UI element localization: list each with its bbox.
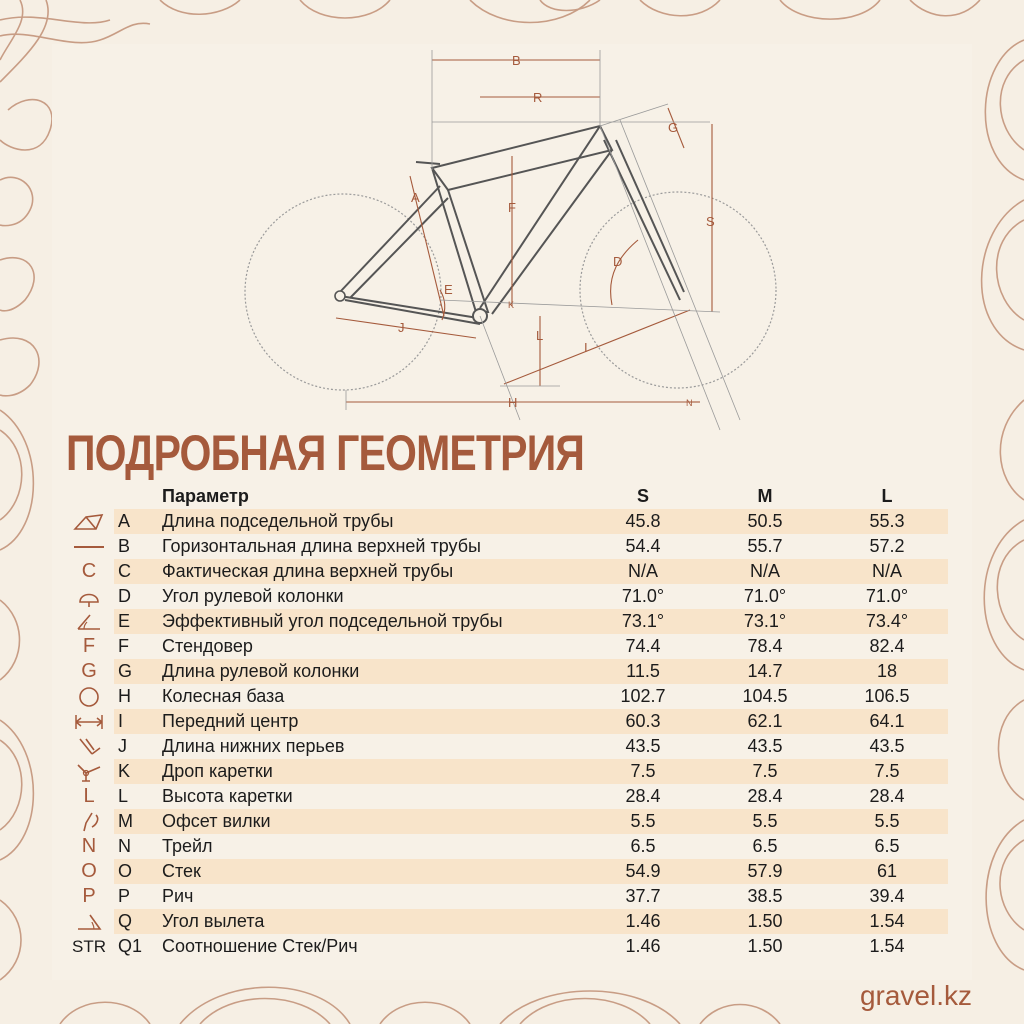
header-size-l: L: [881, 486, 893, 506]
seat-angle-icon: [64, 609, 114, 634]
bb-drop-icon: [64, 759, 114, 784]
row-param-name: Трейл: [162, 836, 213, 856]
table-row: [64, 584, 948, 609]
table-row: [64, 509, 948, 534]
letter-l-icon: L: [83, 785, 95, 807]
row-param-name: Колесная база: [162, 686, 285, 706]
row-value-s: 1.46: [582, 909, 704, 934]
row-param-name: Угол рулевой колонки: [162, 586, 344, 606]
bike-geometry-diagram: [0, 0, 1024, 440]
row-param-name: Длина рулевой колонки: [162, 659, 582, 684]
row-value-s: 43.5: [625, 736, 661, 756]
letter-f-icon: F: [82, 635, 96, 657]
letter-g-icon: G: [81, 660, 97, 682]
table-row: [64, 784, 948, 809]
row-value-m: 78.4: [747, 636, 783, 656]
row-value-m: 57.9: [704, 859, 826, 884]
table-row: [64, 859, 948, 884]
label-F: F: [508, 200, 516, 215]
label-N: N: [686, 398, 693, 408]
row-value-s: 54.9: [582, 859, 704, 884]
chainstay-icon: [64, 734, 114, 759]
label-E: E: [444, 282, 453, 297]
row-param-name: Фактическая длина верхней трубы: [162, 559, 582, 584]
header-icon-col: [64, 484, 114, 509]
label-L: L: [536, 328, 544, 343]
row-code: L: [118, 786, 129, 806]
row-value-m: 71.0°: [743, 586, 787, 606]
row-value-s: 6.5: [630, 836, 656, 856]
row-value-m: 73.1°: [704, 609, 826, 634]
row-code: D: [118, 586, 131, 606]
row-value-m: N/A: [704, 559, 826, 584]
row-code: A: [114, 509, 162, 534]
front-wheel: [580, 192, 776, 388]
row-code: O: [114, 859, 162, 884]
row-value-m: 43.5: [747, 736, 783, 756]
row-value-s: 73.1°: [582, 609, 704, 634]
front-center-icon: [64, 709, 114, 734]
row-value-s: 5.5: [582, 809, 704, 834]
table-row: [64, 609, 948, 634]
label-D: D: [613, 254, 623, 269]
row-code: N: [118, 836, 131, 856]
row-value-s: 28.4: [625, 786, 661, 806]
page-title: ПОДРОБНАЯ ГЕОМЕТРИЯ: [66, 425, 585, 481]
table-row: [64, 909, 948, 934]
header-param: Параметр: [162, 486, 249, 506]
row-value-l: 55.3: [826, 509, 948, 534]
row-code: P: [118, 886, 131, 906]
str-text-icon: STR: [72, 937, 106, 956]
row-value-m: 28.4: [747, 786, 783, 806]
head-angle-icon: [64, 584, 114, 609]
letter-o-icon: O: [81, 860, 97, 882]
table-row: [64, 534, 948, 559]
row-value-m: 55.7: [747, 536, 783, 556]
row-code: G: [114, 659, 162, 684]
row-code: B: [118, 536, 131, 556]
row-param-name: Стек: [162, 859, 582, 884]
row-value-s: 71.0°: [621, 586, 665, 606]
row-value-s: 74.4: [625, 636, 661, 656]
row-value-s: 54.4: [625, 536, 661, 556]
row-code: K: [114, 759, 162, 784]
row-value-m: 50.5: [704, 509, 826, 534]
row-param-name: Стендовер: [162, 636, 253, 656]
row-code: H: [118, 686, 131, 706]
row-value-l: N/A: [826, 559, 948, 584]
table-header-row: [64, 484, 948, 509]
table-row: [64, 809, 948, 834]
row-value-l: 71.0°: [865, 586, 909, 606]
letter-c-icon: C: [81, 560, 97, 582]
row-value-s: 45.8: [582, 509, 704, 534]
row-value-l: 18: [826, 659, 948, 684]
row-value-m: 7.5: [704, 759, 826, 784]
row-param-name: Офсет вилки: [162, 809, 582, 834]
table-row: [64, 734, 948, 759]
row-code: Q: [114, 909, 162, 934]
row-value-s: 7.5: [582, 759, 704, 784]
dimension-lines: [336, 60, 712, 402]
table-row: [64, 834, 948, 859]
row-code: J: [118, 736, 127, 756]
table-row: [64, 634, 948, 659]
row-value-l: 61: [826, 859, 948, 884]
row-value-m: 14.7: [704, 659, 826, 684]
row-value-l: 7.5: [826, 759, 948, 784]
row-value-m: 1.50: [747, 936, 783, 956]
row-value-l: 106.5: [864, 686, 910, 706]
table-row: [64, 559, 948, 584]
row-value-l: 43.5: [869, 736, 905, 756]
fork-offset-icon: [64, 809, 114, 834]
wheel-icon: [64, 684, 114, 709]
row-value-m: 38.5: [747, 886, 783, 906]
letter-p-icon: P: [82, 885, 96, 907]
table-row: [64, 659, 948, 684]
row-param-name: Угол вылета: [162, 909, 582, 934]
row-param-name: Дроп каретки: [162, 759, 582, 784]
row-value-m: 5.5: [704, 809, 826, 834]
label-R: R: [533, 90, 543, 105]
row-code: C: [114, 559, 162, 584]
table-row: [64, 884, 948, 909]
header-code-col: [114, 484, 162, 509]
row-param-name: Соотношение Стек/Рич: [162, 936, 358, 956]
row-value-l: 82.4: [869, 636, 905, 656]
row-value-s: N/A: [582, 559, 704, 584]
row-value-l: 5.5: [826, 809, 948, 834]
row-value-l: 39.4: [869, 886, 905, 906]
guide-lines: [346, 50, 740, 430]
geometry-table: [64, 484, 948, 959]
top-tube-icon: [64, 534, 114, 559]
row-param-name: Рич: [162, 886, 194, 906]
table-row: [64, 709, 948, 734]
label-K: K: [508, 300, 515, 310]
row-value-l: 1.54: [869, 936, 905, 956]
row-value-l: 57.2: [869, 536, 905, 556]
row-param-name: Длина нижних перьев: [162, 736, 345, 756]
row-param-name: Эффективный угол подседельной трубы: [162, 609, 582, 634]
angle-icon: [64, 909, 114, 934]
label-A: A: [411, 190, 420, 205]
table-row: [64, 684, 948, 709]
table-row: [64, 759, 948, 784]
label-S: S: [706, 214, 715, 229]
row-code: F: [118, 636, 129, 656]
header-size-m: M: [757, 486, 773, 506]
label-I: I: [584, 340, 588, 355]
row-value-l: 6.5: [874, 836, 900, 856]
row-code: E: [114, 609, 162, 634]
row-value-m: 6.5: [752, 836, 778, 856]
label-J: J: [398, 320, 405, 335]
label-H: H: [508, 395, 518, 410]
row-value-s: 37.7: [625, 886, 661, 906]
row-value-s: 11.5: [582, 659, 704, 684]
row-value-s: 102.7: [620, 686, 666, 706]
header-size-s: S: [636, 486, 649, 506]
row-value-l: 64.1: [826, 709, 948, 734]
label-G: G: [668, 120, 679, 135]
row-param-name: Высота каретки: [162, 786, 293, 806]
row-value-l: 1.54: [826, 909, 948, 934]
row-value-s: 60.3: [582, 709, 704, 734]
row-value-l: 28.4: [869, 786, 905, 806]
table-row: [64, 934, 948, 959]
row-code: I: [114, 709, 162, 734]
row-param-name: Горизонтальная длина верхней трубы: [162, 536, 481, 556]
seat-tube-icon: [64, 509, 114, 534]
row-value-l: 73.4°: [826, 609, 948, 634]
row-value-m: 104.5: [742, 686, 788, 706]
letter-n-icon: N: [81, 835, 97, 857]
row-value-m: 62.1: [704, 709, 826, 734]
row-value-s: 1.46: [625, 936, 661, 956]
geometry-table-body: [64, 509, 948, 959]
row-param-name: Передний центр: [162, 709, 582, 734]
row-param-name: Длина подседельной трубы: [162, 509, 582, 534]
row-code: M: [114, 809, 162, 834]
row-value-m: 1.50: [704, 909, 826, 934]
row-code: Q1: [118, 936, 143, 956]
label-B: B: [512, 53, 521, 68]
brand-name: gravel.kz: [859, 980, 972, 1011]
rear-dropout: [335, 291, 345, 301]
